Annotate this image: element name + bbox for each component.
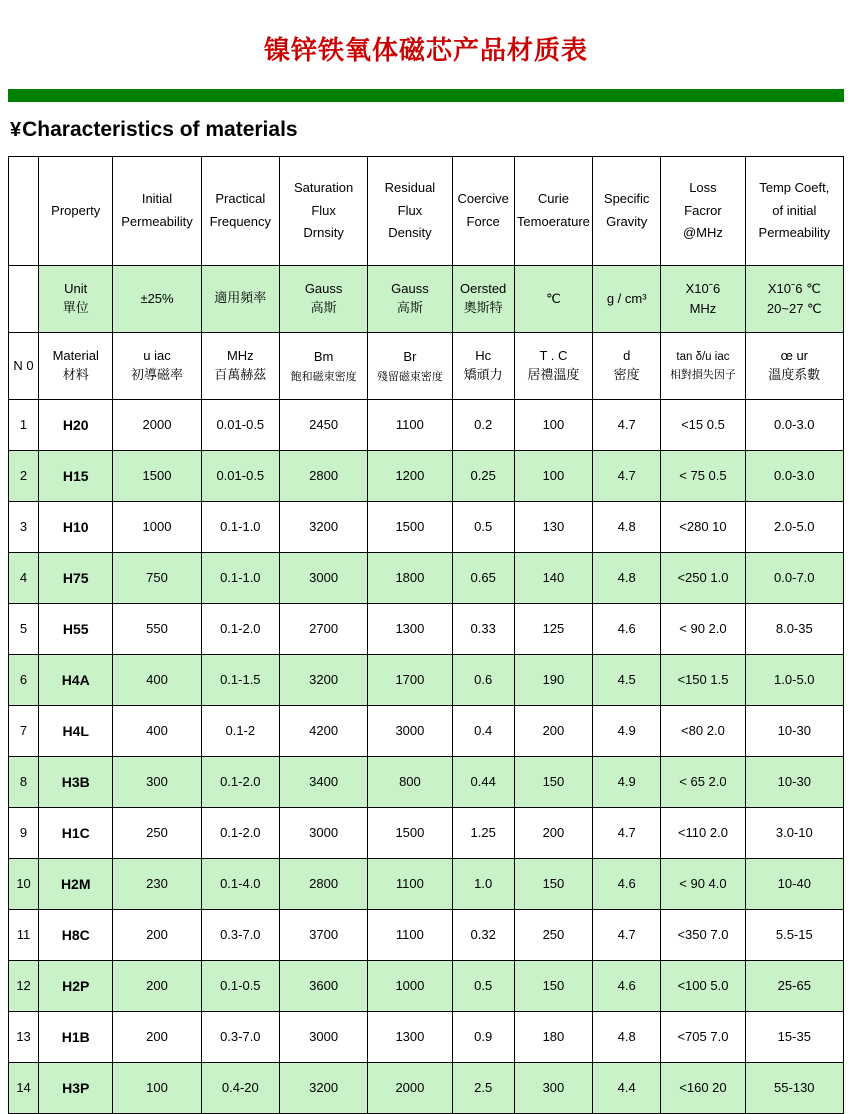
cell-initial-permeability: 550 (113, 604, 201, 655)
cell-density: 4.7 (593, 910, 661, 961)
cell-initial-permeability: 100 (113, 1063, 201, 1114)
cell-initial-permeability: 400 (113, 706, 201, 757)
cell-br: 1200 (368, 451, 452, 502)
cell-bm: 3200 (279, 655, 367, 706)
header-cell-index (9, 157, 39, 266)
cell-br: 800 (368, 757, 452, 808)
table-row (9, 1063, 844, 1114)
cell-tc: 130 (514, 502, 592, 553)
cell-br: 1100 (368, 400, 452, 451)
header-cell-coercive-force: Coercive Force (452, 157, 514, 266)
cell-loss-factor: <100 5.0 (661, 961, 745, 1012)
cell-material: H10 (39, 502, 113, 553)
cell-initial-permeability: 750 (113, 553, 201, 604)
cell-br: 1500 (368, 808, 452, 859)
cell-no: 1 (9, 400, 39, 451)
cell-tc: 100 (514, 400, 592, 451)
materials-characteristics-table (8, 156, 844, 1114)
cell-no: 8 (9, 757, 39, 808)
symbol-cell-material: Material 材料 (39, 333, 113, 400)
cell-density: 4.6 (593, 961, 661, 1012)
cell-material: H4A (39, 655, 113, 706)
cell-loss-factor: < 90 4.0 (661, 859, 745, 910)
header-cell-temp-coefficient: Temp Coeft, of initial Permeability (745, 157, 843, 266)
cell-density: 4.7 (593, 451, 661, 502)
cell-bm: 3000 (279, 553, 367, 604)
cell-loss-factor: < 75 0.5 (661, 451, 745, 502)
cell-no: 2 (9, 451, 39, 502)
cell-hc: 1.0 (452, 859, 514, 910)
cell-br: 3000 (368, 706, 452, 757)
cell-br: 1500 (368, 502, 452, 553)
cell-loss-factor: <160 20 (661, 1063, 745, 1114)
table-row (9, 910, 844, 961)
cell-initial-permeability: 200 (113, 1012, 201, 1063)
cell-bm: 3600 (279, 961, 367, 1012)
cell-initial-permeability: 250 (113, 808, 201, 859)
cell-hc: 0.4 (452, 706, 514, 757)
cell-tc: 150 (514, 859, 592, 910)
cell-tc: 100 (514, 451, 592, 502)
cell-hc: 0.5 (452, 961, 514, 1012)
table-row (9, 757, 844, 808)
cell-tc: 180 (514, 1012, 592, 1063)
symbol-cell-bm: Bm 飽和磁束密度 (279, 333, 367, 400)
cell-br: 2000 (368, 1063, 452, 1114)
cell-frequency: 0.01-0.5 (201, 451, 279, 502)
cell-br: 1300 (368, 604, 452, 655)
unit-cell-saturation-flux-density: Gauss 高斯 (279, 266, 367, 333)
cell-density: 4.6 (593, 859, 661, 910)
cell-material: H2M (39, 859, 113, 910)
symbol-cell-hc: Hc 矯頑力 (452, 333, 514, 400)
symbol-cell-br: Br 殘留磁束密度 (368, 333, 452, 400)
cell-initial-permeability: 200 (113, 910, 201, 961)
table-unit-row (9, 266, 844, 333)
cell-tc: 250 (514, 910, 592, 961)
cell-hc: 0.44 (452, 757, 514, 808)
cell-temp-coefficient: 10-40 (745, 859, 843, 910)
cell-density: 4.9 (593, 706, 661, 757)
cell-frequency: 0.1-1.0 (201, 502, 279, 553)
cell-frequency: 0.1-1.5 (201, 655, 279, 706)
symbol-cell-index: N 0 (9, 333, 39, 400)
cell-temp-coefficient: 8.0-35 (745, 604, 843, 655)
cell-frequency: 0.1-2.0 (201, 604, 279, 655)
cell-temp-coefficient: 10-30 (745, 706, 843, 757)
cell-initial-permeability: 1000 (113, 502, 201, 553)
symbol-cell-tc: T . C 居禮溫度 (514, 333, 592, 400)
cell-density: 4.8 (593, 1012, 661, 1063)
cell-bm: 2450 (279, 400, 367, 451)
table-row (9, 655, 844, 706)
cell-material: H3B (39, 757, 113, 808)
cell-loss-factor: <15 0.5 (661, 400, 745, 451)
cell-density: 4.7 (593, 400, 661, 451)
cell-loss-factor: <80 2.0 (661, 706, 745, 757)
yen-symbol-icon: ¥ (10, 119, 22, 141)
table-row (9, 400, 844, 451)
cell-hc: 0.33 (452, 604, 514, 655)
cell-tc: 190 (514, 655, 592, 706)
cell-frequency: 0.01-0.5 (201, 400, 279, 451)
cell-frequency: 0.1-1.0 (201, 553, 279, 604)
cell-temp-coefficient: 15-35 (745, 1012, 843, 1063)
cell-tc: 150 (514, 757, 592, 808)
cell-material: H55 (39, 604, 113, 655)
unit-cell-coercive-force: Oersted 奧斯特 (452, 266, 514, 333)
cell-frequency: 0.1-4.0 (201, 859, 279, 910)
cell-density: 4.4 (593, 1063, 661, 1114)
table-row (9, 502, 844, 553)
unit-cell-specific-gravity: g / cm³ (593, 266, 661, 333)
cell-material: H20 (39, 400, 113, 451)
cell-br: 1700 (368, 655, 452, 706)
cell-tc: 200 (514, 706, 592, 757)
table-row (9, 604, 844, 655)
cell-temp-coefficient: 2.0-5.0 (745, 502, 843, 553)
cell-density: 4.9 (593, 757, 661, 808)
cell-no: 14 (9, 1063, 39, 1114)
cell-loss-factor: <350 7.0 (661, 910, 745, 961)
table-row (9, 706, 844, 757)
table-symbol-row (9, 333, 844, 400)
cell-br: 1100 (368, 910, 452, 961)
cell-loss-factor: < 90 2.0 (661, 604, 745, 655)
green-divider-bar (8, 89, 844, 102)
cell-no: 12 (9, 961, 39, 1012)
section-heading (8, 112, 844, 156)
cell-no: 9 (9, 808, 39, 859)
table-row (9, 808, 844, 859)
cell-material: H15 (39, 451, 113, 502)
table-row (9, 451, 844, 502)
cell-temp-coefficient: 10-30 (745, 757, 843, 808)
cell-bm: 2800 (279, 859, 367, 910)
cell-initial-permeability: 300 (113, 757, 201, 808)
cell-density: 4.8 (593, 502, 661, 553)
table-row (9, 859, 844, 910)
cell-no: 5 (9, 604, 39, 655)
cell-no: 3 (9, 502, 39, 553)
cell-temp-coefficient: 0.0-7.0 (745, 553, 843, 604)
cell-material: H8C (39, 910, 113, 961)
header-cell-saturation-flux-density: Saturation Flux Drnsity (279, 157, 367, 266)
cell-temp-coefficient: 5.5-15 (745, 910, 843, 961)
cell-material: H1B (39, 1012, 113, 1063)
table-row (9, 553, 844, 604)
cell-frequency: 0.3-7.0 (201, 1012, 279, 1063)
cell-temp-coefficient: 55-130 (745, 1063, 843, 1114)
table-row (9, 961, 844, 1012)
cell-density: 4.6 (593, 604, 661, 655)
cell-no: 11 (9, 910, 39, 961)
cell-temp-coefficient: 0.0-3.0 (745, 451, 843, 502)
cell-bm: 2700 (279, 604, 367, 655)
symbol-cell-frequency: MHz 百萬赫茲 (201, 333, 279, 400)
cell-hc: 0.6 (452, 655, 514, 706)
unit-cell-index (9, 266, 39, 333)
unit-cell-curie-temperature: ℃ (514, 266, 592, 333)
page-title: 镍锌铁氧体磁芯产品材质表 (263, 36, 588, 66)
cell-density: 4.8 (593, 553, 661, 604)
cell-hc: 2.5 (452, 1063, 514, 1114)
cell-no: 13 (9, 1012, 39, 1063)
cell-frequency: 0.1-2.0 (201, 808, 279, 859)
cell-bm: 3200 (279, 502, 367, 553)
cell-material: H75 (39, 553, 113, 604)
cell-density: 4.5 (593, 655, 661, 706)
symbol-cell-temp-coefficient: œ ur 溫度系數 (745, 333, 843, 400)
cell-initial-permeability: 1500 (113, 451, 201, 502)
cell-temp-coefficient: 3.0-10 (745, 808, 843, 859)
cell-tc: 200 (514, 808, 592, 859)
cell-br: 1100 (368, 859, 452, 910)
cell-initial-permeability: 400 (113, 655, 201, 706)
cell-br: 1000 (368, 961, 452, 1012)
unit-cell-initial-permeability: ±25% (113, 266, 201, 333)
cell-material: H4L (39, 706, 113, 757)
cell-loss-factor: <250 1.0 (661, 553, 745, 604)
cell-frequency: 0.1-0.5 (201, 961, 279, 1012)
cell-br: 1800 (368, 553, 452, 604)
cell-frequency: 0.1-2.0 (201, 757, 279, 808)
cell-hc: 0.5 (452, 502, 514, 553)
cell-initial-permeability: 2000 (113, 400, 201, 451)
cell-tc: 300 (514, 1063, 592, 1114)
cell-initial-permeability: 200 (113, 961, 201, 1012)
cell-loss-factor: <150 1.5 (661, 655, 745, 706)
unit-cell-property: Unit 單位 (39, 266, 113, 333)
cell-hc: 0.65 (452, 553, 514, 604)
unit-cell-practical-frequency: 適用頻率 (201, 266, 279, 333)
cell-bm: 3000 (279, 808, 367, 859)
cell-density: 4.7 (593, 808, 661, 859)
cell-hc: 0.2 (452, 400, 514, 451)
unit-cell-residual-flux-density: Gauss 高斯 (368, 266, 452, 333)
cell-loss-factor: < 65 2.0 (661, 757, 745, 808)
cell-bm: 3200 (279, 1063, 367, 1114)
cell-material: H1C (39, 808, 113, 859)
header-cell-practical-frequency: Practical Frequency (201, 157, 279, 266)
cell-hc: 0.25 (452, 451, 514, 502)
cell-loss-factor: <280 10 (661, 502, 745, 553)
cell-tc: 150 (514, 961, 592, 1012)
header-cell-loss-factor: Loss Facror @MHz (661, 157, 745, 266)
section-heading-label: Characteristics of materials (22, 118, 298, 141)
symbol-cell-initial-permeability: u iac 初導磁率 (113, 333, 201, 400)
cell-tc: 125 (514, 604, 592, 655)
cell-bm: 4200 (279, 706, 367, 757)
cell-initial-permeability: 230 (113, 859, 201, 910)
header-cell-residual-flux-density: Residual Flux Density (368, 157, 452, 266)
cell-material: H3P (39, 1063, 113, 1114)
cell-bm: 3700 (279, 910, 367, 961)
cell-bm: 3000 (279, 1012, 367, 1063)
table-header-row (9, 157, 844, 266)
cell-frequency: 0.4-20 (201, 1063, 279, 1114)
cell-temp-coefficient: 0.0-3.0 (745, 400, 843, 451)
cell-material: H2P (39, 961, 113, 1012)
cell-br: 1300 (368, 1012, 452, 1063)
cell-temp-coefficient: 25-65 (745, 961, 843, 1012)
table-row (9, 1012, 844, 1063)
cell-hc: 0.32 (452, 910, 514, 961)
cell-bm: 2800 (279, 451, 367, 502)
header-cell-initial-permeability: Initial Permeability (113, 157, 201, 266)
symbol-cell-loss-factor: tan δ/u iac 相對損失因子 (661, 333, 745, 400)
cell-frequency: 0.1-2 (201, 706, 279, 757)
cell-no: 10 (9, 859, 39, 910)
cell-loss-factor: <705 7.0 (661, 1012, 745, 1063)
unit-cell-loss-factor: X10ˉ6 MHz (661, 266, 745, 333)
cell-hc: 1.25 (452, 808, 514, 859)
cell-tc: 140 (514, 553, 592, 604)
symbol-cell-density: d 密度 (593, 333, 661, 400)
cell-no: 7 (9, 706, 39, 757)
header-cell-curie-temperature: Curie Temoerature (514, 157, 592, 266)
header-cell-property: Property (39, 157, 113, 266)
header-cell-specific-gravity: Specific Gravity (593, 157, 661, 266)
cell-no: 6 (9, 655, 39, 706)
cell-loss-factor: <110 2.0 (661, 808, 745, 859)
cell-frequency: 0.3-7.0 (201, 910, 279, 961)
unit-cell-temp-coefficient: X10ˉ6 ℃ 20~27 ℃ (745, 266, 843, 333)
cell-bm: 3400 (279, 757, 367, 808)
cell-hc: 0.9 (452, 1012, 514, 1063)
cell-temp-coefficient: 1.0-5.0 (745, 655, 843, 706)
cell-no: 4 (9, 553, 39, 604)
